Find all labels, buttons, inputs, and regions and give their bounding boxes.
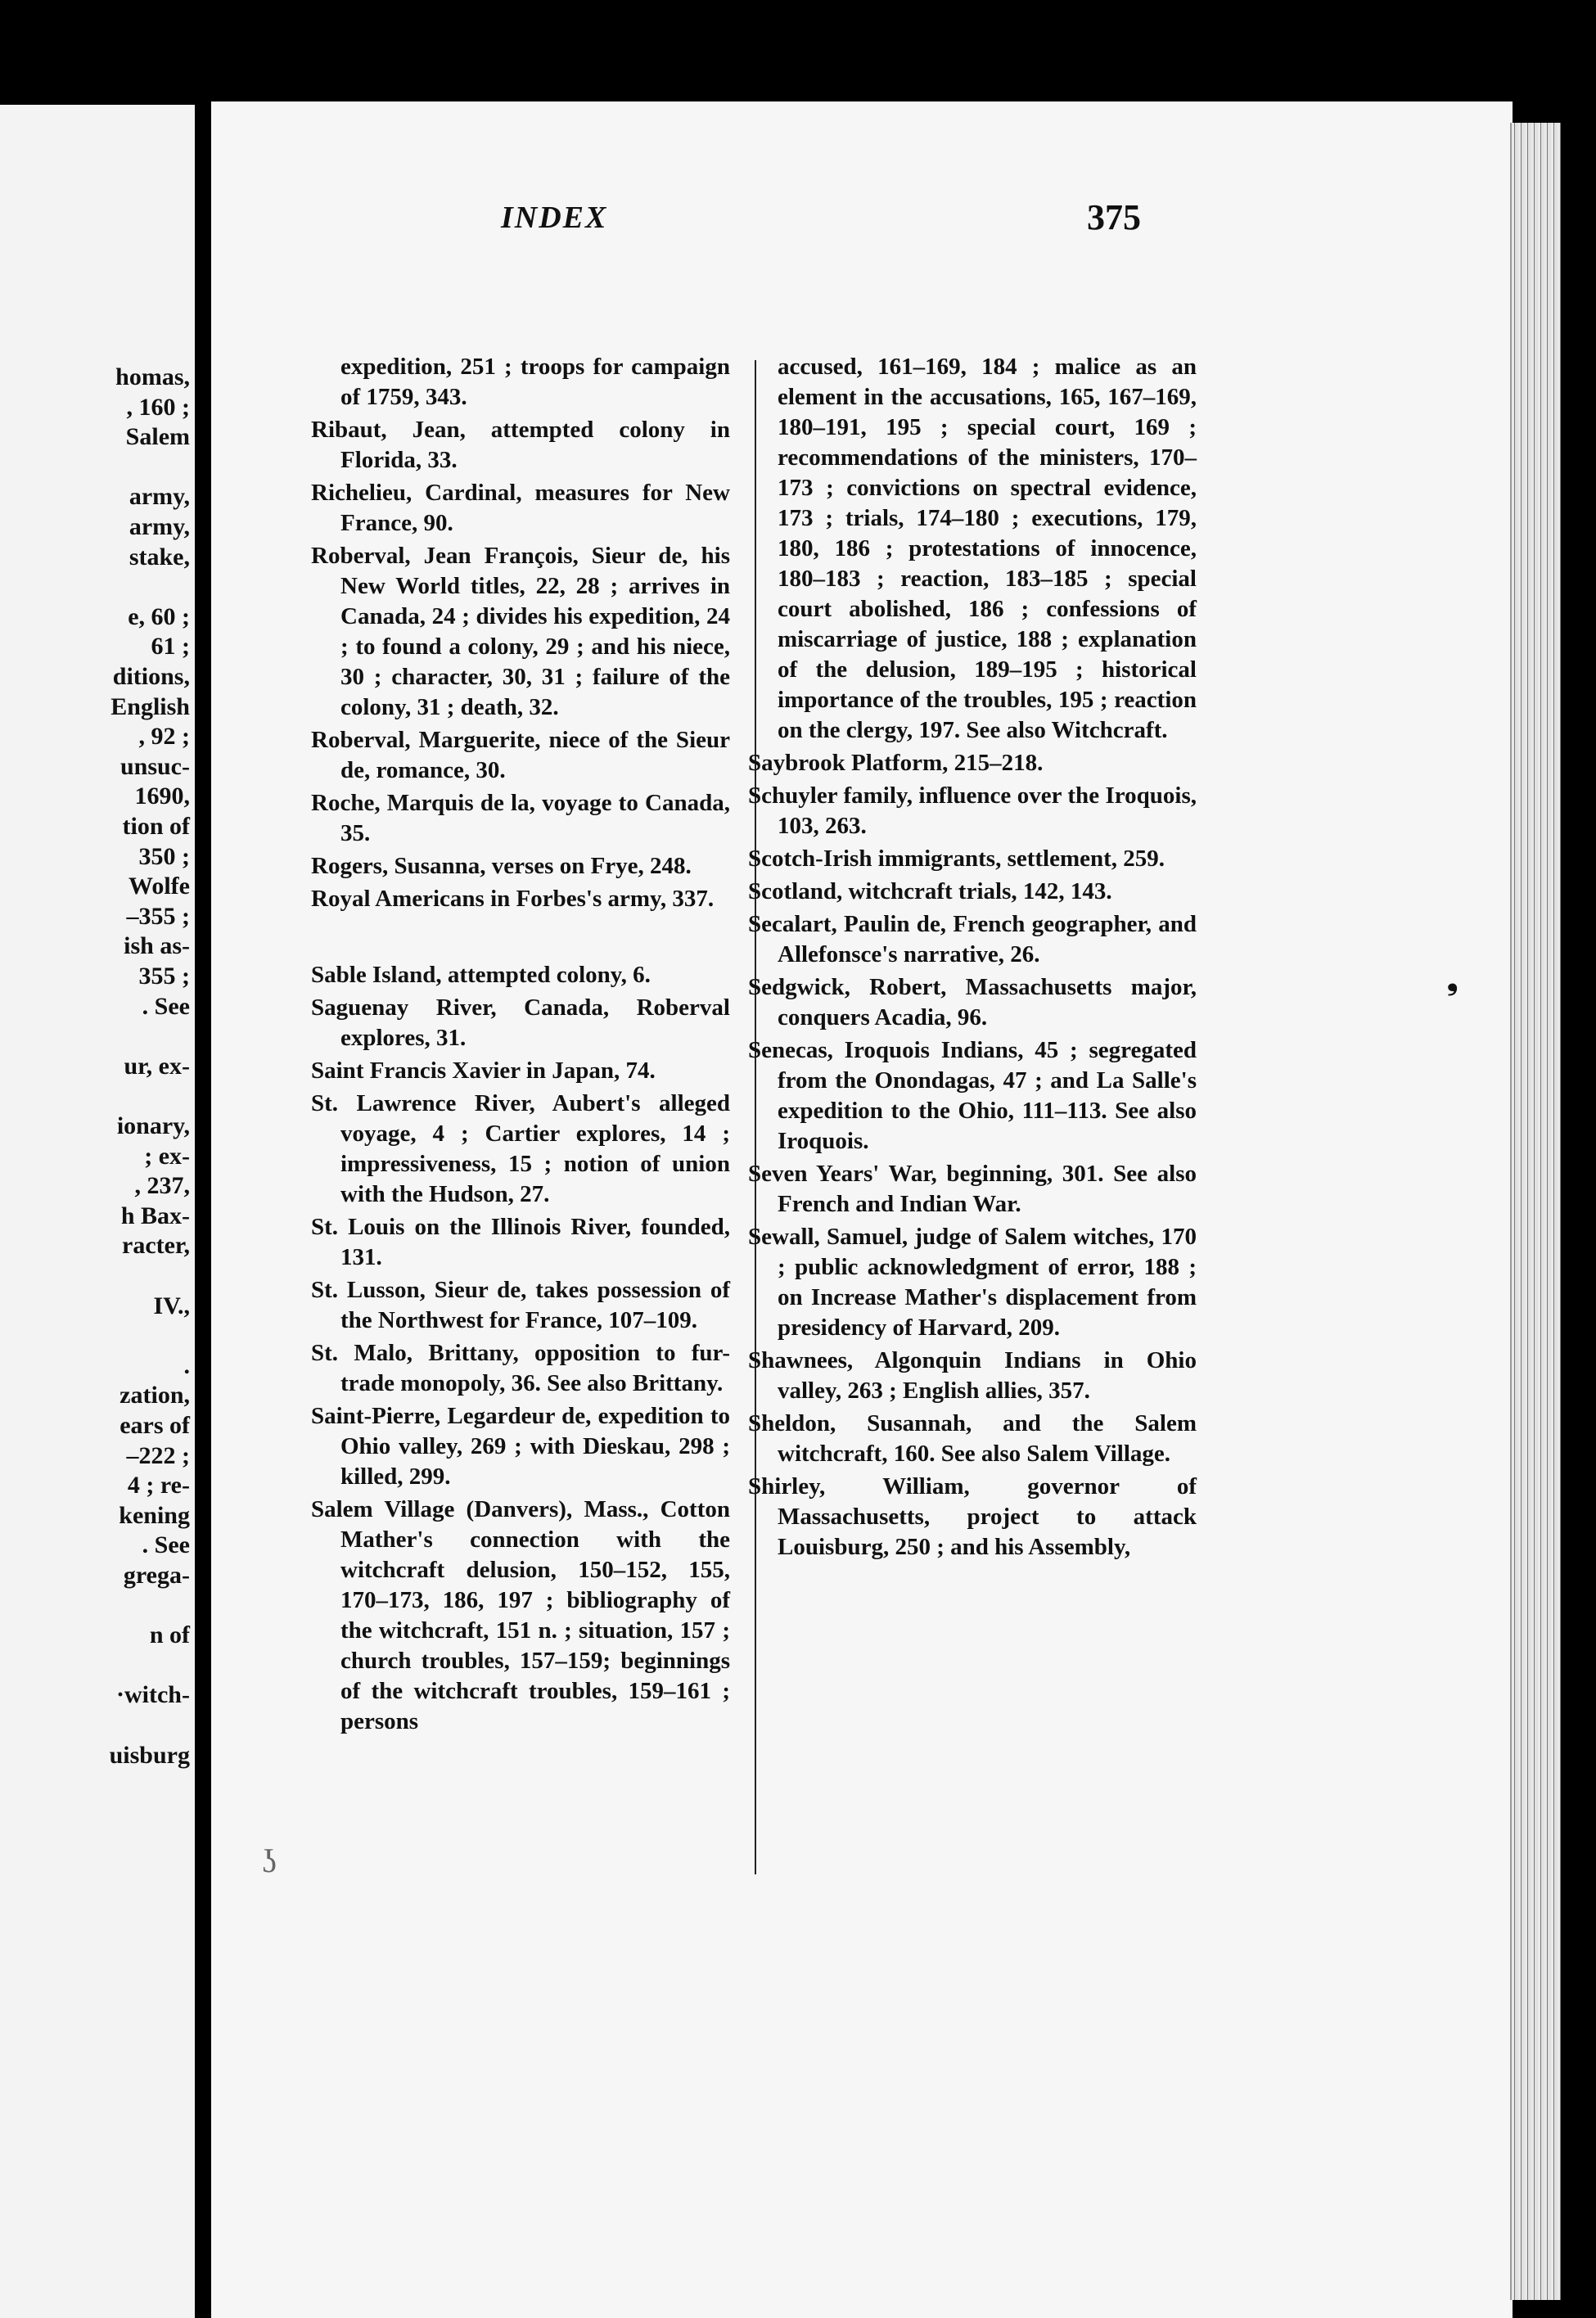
facing-page-text-fragment: . <box>183 1351 190 1379</box>
facing-page-text-fragment: , 237, <box>134 1172 190 1200</box>
facing-page-text-fragment: –222 ; <box>126 1441 190 1469</box>
facing-page-text-fragment: uisburg <box>109 1741 190 1769</box>
facing-page-text-fragment: 355 ; <box>138 963 190 990</box>
index-entry: Richelieu, Cardinal, measures for New France, 90. <box>311 480 730 536</box>
index-entry: Rogers, Susanna, verses on Frye, 248. <box>311 853 692 879</box>
index-entry: Roberval, Marguerite, niece of the Sieur de, romance, 30. <box>311 727 730 783</box>
index-entry: Sewall, Samuel, judge of Salem witches, 170 ; public acknowledgment of error, 188 ; on Increase Mather's displacement from presidency of Harvard, 209. <box>748 1224 1197 1341</box>
facing-page-text-fragment: e, 60 ; <box>128 602 190 630</box>
facing-page-text-fragment: 1690, <box>134 782 190 810</box>
index-entry: St. Malo, Brittany, opposition to fur-trade monopoly, 36. See also Brittany. <box>311 1340 730 1396</box>
facing-page-text-fragment: . See <box>142 1531 190 1559</box>
facing-page-text-fragment: army, <box>128 483 190 511</box>
facing-page-text-fragment: tion of <box>122 813 190 840</box>
facing-page-text-fragment: ·witch- <box>116 1681 190 1709</box>
page-edges <box>1510 123 1561 2300</box>
facing-page-text-fragment: ish as- <box>124 932 190 960</box>
index-entry: Saint Francis Xavier in Japan, 74. <box>311 1058 656 1084</box>
index-entry: Scotland, witchcraft trials, 142, 143. <box>748 878 1112 904</box>
facing-page-text-fragment: racter, <box>122 1232 190 1260</box>
margin-pencil-mark: ʖ <box>262 1842 277 1879</box>
facing-page-text-fragment: ears of <box>119 1412 190 1439</box>
facing-page-text-fragment: 350 ; <box>138 842 190 870</box>
facing-page-text-fragment: ionary, <box>116 1112 190 1139</box>
facing-page-text-fragment: –355 ; <box>126 902 190 930</box>
facing-page-text-fragment: army, <box>128 513 190 540</box>
index-entry-continuation: expedition, 251 ; troops for campaign of 1759, 343. <box>340 354 730 410</box>
index-entry: Sable Island, attempted colony, 6. <box>311 962 651 988</box>
index-entry: Senecas, Iroquois Indians, 45 ; segregated from the Onondagas, 47 ; and La Salle's expedition to the Ohio, 111–113. See also Iroquois. <box>748 1037 1197 1154</box>
facing-page-text-fragment: 4 ; re- <box>127 1472 190 1499</box>
facing-page-text-fragment: stake, <box>128 543 190 570</box>
facing-page-text-fragment: Wolfe <box>128 873 190 900</box>
facing-page-text-fragment: unsuc- <box>119 752 190 780</box>
facing-page-text-fragment: ditions, <box>112 663 190 690</box>
index-entry: Salem Village (Danvers), Mass., Cotton Mather's connection with the witchcraft delusion, 150–152, 155, 170–173, 186, 197 ; bibliography of the witchcraft, 151 n. ; situation, 157 ; church troubles, 157–159; beginnings of the witchcraft troubles, 159–161 ; persons <box>311 1496 730 1734</box>
facing-page-text-fragment: . See <box>142 992 190 1020</box>
facing-page-text-fragment: zation, <box>119 1382 190 1409</box>
facing-page-text-fragment: n of <box>149 1621 190 1649</box>
index-entry: Sheldon, Susannah, and the Salem witchcraft, 160. See also Salem Village. <box>748 1410 1197 1467</box>
index-entry: Royal Americans in Forbes's army, 337. <box>311 886 715 912</box>
index-entry: Saybrook Platform, 215–218. <box>748 750 1044 776</box>
index-entry: Secalart, Paulin de, French geographer, and Allefonsce's narrative, 26. <box>748 911 1197 967</box>
index-entry: Ribaut, Jean, attempted colony in Florida, 33. <box>311 417 730 473</box>
index-entry: Schuyler family, influence over the Iroquois, 103, 263. <box>748 782 1197 839</box>
index-column-left <box>311 352 730 1739</box>
index-entry: Shawnees, Algonquin Indians in Ohio valley, 263 ; English allies, 357. <box>748 1347 1197 1404</box>
page-title: INDEX <box>501 201 608 235</box>
index-entry: St. Lusson, Sieur de, takes possession of the Northwest for France, 107–109. <box>311 1277 730 1333</box>
facing-page-text-fragment: IV., <box>153 1292 190 1319</box>
index-entry: Scotch-Irish immigrants, settlement, 259. <box>748 846 1165 872</box>
facing-page-text-fragment: kening <box>119 1501 190 1529</box>
facing-page-text-fragment: ; ex- <box>144 1142 190 1170</box>
index-entry: Shirley, William, governor of Massachusetts, project to attack Louisburg, 250 ; and his Assembly, <box>748 1473 1197 1560</box>
facing-page-text-fragment: 61 ; <box>151 633 190 661</box>
facing-page-fragment <box>0 105 195 2318</box>
page-number: 375 <box>1087 197 1141 237</box>
index-entry: Sedgwick, Robert, Massachusetts major, conquers Acadia, 96. <box>748 974 1197 1030</box>
index-entry: St. Louis on the Illinois River, founded, 131. <box>311 1214 730 1270</box>
facing-page-text-fragment: h Bax- <box>120 1202 190 1229</box>
index-column-right <box>748 352 1197 1565</box>
index-entry: Roberval, Jean François, Sieur de, his New World titles, 22, 28 ; arrives in Canada, 24 ; divides his expedition, 24 ; to found a colony, 29 ; and his niece, 30 ; character, 30, 31 ; failure of the colony, 31 ; death, 32. <box>311 543 730 720</box>
index-entry: Seven Years' War, beginning, 301. See also French and Indian War. <box>748 1161 1197 1217</box>
index-entry-continuation: accused, 161–169, 184 ; malice as an element in the accusations, 165, 167–169, 180–191, 195 ; special court, 169 ; recommendations of the ministers, 170–173 ; convictions on spectral evidence, 173 ; trials, 174–180 ; executions, 179, 180, 186 ; protestations of innocence, 180–183 ; reaction, 183–185 ; special court abolished, 186 ; confessions of miscarriage of justice, 188 ; explanation of the delusion, 189–195 ; historical importance of the troubles, 195 ; reaction on the clergy, 197. See also Witchcraft. <box>778 354 1197 743</box>
facing-page-text-fragment: ur, ex- <box>124 1052 190 1080</box>
index-entry: Roche, Marquis de la, voyage to Canada, 35. <box>311 790 730 846</box>
index-entry: Saguenay River, Canada, Roberval explores, 31. <box>311 994 730 1051</box>
facing-page-text-fragment: grega- <box>123 1562 190 1589</box>
facing-page-text-fragment: Salem <box>125 423 190 451</box>
facing-page-text-fragment: homas, <box>115 363 190 390</box>
stray-ink-mark: ❟ <box>1447 966 1458 996</box>
facing-page-text-fragment: English <box>110 692 190 720</box>
facing-page-text-fragment: , 92 ; <box>138 723 190 751</box>
index-entry: St. Lawrence River, Aubert's alleged voyage, 4 ; Cartier explores, 14 ; impressiveness, 15 ; notion of union with the Hudson, 27. <box>311 1090 730 1207</box>
facing-page-text-fragment: , 160 ; <box>126 393 190 421</box>
index-entry: Saint-Pierre, Legardeur de, expedition to Ohio valley, 269 ; with Dieskau, 298 ; killed, 299. <box>311 1403 730 1490</box>
